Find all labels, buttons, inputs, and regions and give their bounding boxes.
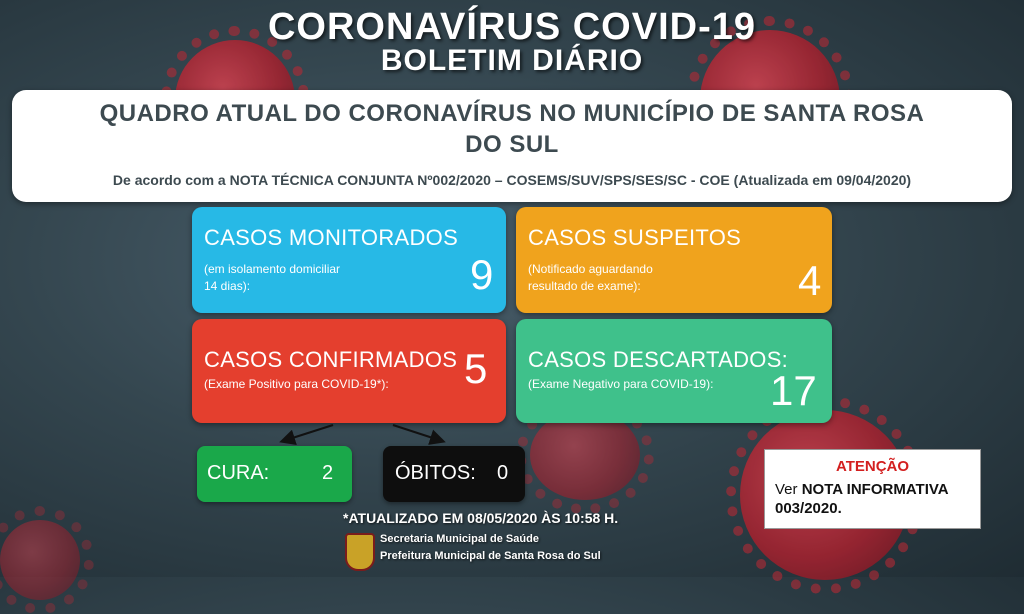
card-value: 9 xyxy=(470,251,494,298)
municipal-crest-icon xyxy=(345,533,375,571)
page-subtitle: BOLETIM DIÁRIO xyxy=(380,44,644,77)
arrow-to-cura xyxy=(283,425,333,441)
card-value: 4 xyxy=(798,257,822,304)
card-sub-line2: 14 dias): xyxy=(204,279,251,293)
attention-note-name: NOTA INFORMATIVA xyxy=(801,481,949,498)
arrow-to-obitos xyxy=(393,425,442,441)
card-value: 17 xyxy=(770,367,817,414)
page-title: CORONAVÍRUS COVID-19 xyxy=(267,6,757,48)
obitos-value: 0 xyxy=(497,462,509,484)
cura-value: 2 xyxy=(322,462,334,484)
card-sub-line1: (Exame Negativo para COVID-19): xyxy=(528,377,714,391)
cura-label: CURA: xyxy=(207,462,270,484)
card-sub-line1: (em isolamento domiciliar xyxy=(204,262,341,276)
obitos-label: ÓBITOS: xyxy=(395,462,476,484)
attention-box xyxy=(764,449,981,529)
card-label: CASOS SUSPEITOS xyxy=(528,225,742,250)
panel-note: De acordo com a NOTA TÉCNICA CONJUNTA Nº002/2020 – COSEMS/SUV/SPS/SES/SC - COE (Atualizada em 09/04/2020) xyxy=(112,172,912,188)
card-value: 5 xyxy=(464,345,488,392)
card-deaths xyxy=(383,446,525,502)
attention-title: ATENÇÃO xyxy=(835,458,910,475)
card-label: CASOS DESCARTADOS: xyxy=(528,347,789,372)
card-sub-line2: resultado de exame): xyxy=(528,279,641,293)
attention-prefix: Ver xyxy=(775,481,802,498)
card-label: CASOS MONITORADOS xyxy=(204,225,459,250)
footer-line2: Prefeitura Municipal de Santa Rosa do Sul xyxy=(380,550,601,562)
card-recovered xyxy=(197,446,352,502)
updated-timestamp: *ATUALIZADO EM 08/05/2020 ÀS 10:58 H. xyxy=(343,510,619,526)
attention-note-number: 003/2020. xyxy=(775,500,842,517)
panel-heading-line2: DO SUL xyxy=(465,131,559,158)
card-sub-line1: (Exame Positivo para COVID-19*): xyxy=(204,377,389,391)
attention-body xyxy=(775,480,975,518)
card-label: CASOS CONFIRMADOS xyxy=(204,347,458,372)
footer xyxy=(380,531,601,565)
card-sub-line1: (Notificado aguardando xyxy=(528,262,653,276)
panel-heading-line1: QUADRO ATUAL DO CORONAVÍRUS NO MUNICÍPIO DE SANTA ROSA xyxy=(99,100,925,127)
footer-line1: Secretaria Municipal de Saúde xyxy=(380,533,539,545)
